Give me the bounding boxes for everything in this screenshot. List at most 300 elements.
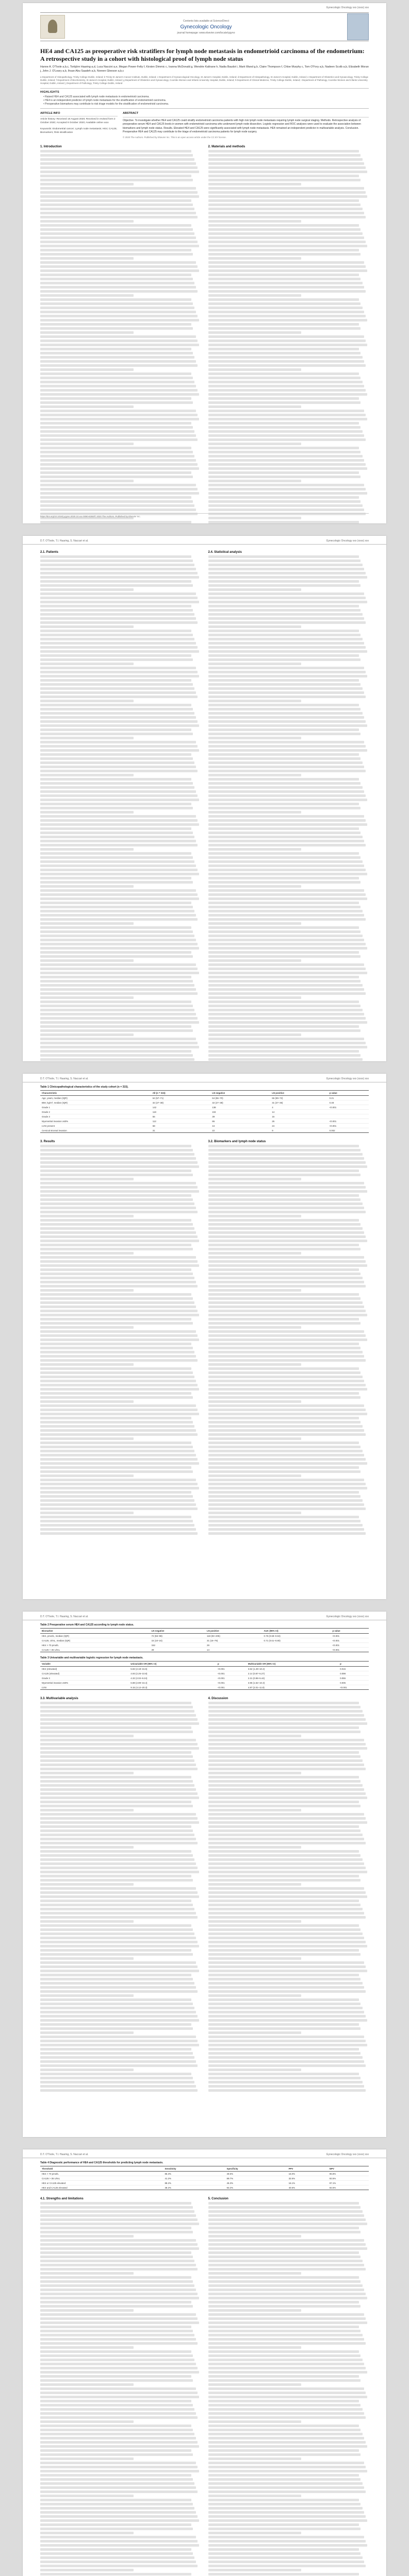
text-line <box>208 166 366 169</box>
text-line <box>40 2089 198 2092</box>
text-line <box>208 2060 364 2063</box>
text-line <box>208 443 302 445</box>
text-line <box>40 794 198 797</box>
text-line <box>208 2048 359 2050</box>
text-line <box>208 1755 361 1758</box>
text-line <box>208 459 364 462</box>
text-line <box>208 836 363 838</box>
text-line <box>40 245 199 247</box>
text-line <box>40 241 198 243</box>
text-line <box>40 811 134 814</box>
text-line <box>40 634 193 636</box>
text-line <box>40 224 191 227</box>
text-line <box>208 1780 361 1783</box>
text-line <box>40 154 193 157</box>
text-line <box>208 1343 359 1345</box>
text-line <box>208 992 366 995</box>
text-line <box>40 2515 198 2518</box>
text-line <box>40 1974 191 1976</box>
running-head <box>23 2149 386 2158</box>
text-line <box>40 1310 198 1312</box>
text-line <box>40 630 191 632</box>
text-line <box>40 1367 191 1370</box>
text-line <box>40 2313 196 2316</box>
text-line <box>208 307 363 309</box>
table-cell: 44 <box>210 1124 270 1128</box>
text-line <box>40 2441 198 2444</box>
text-line <box>40 1223 193 1226</box>
text-line <box>208 984 363 987</box>
text-line <box>208 1450 363 1452</box>
text-line <box>208 331 302 334</box>
text-line <box>208 766 364 768</box>
highlight-item: • Raised HE4 and CA125 associated with lymph node metastasis in endometrioid carcinoma. <box>43 95 150 99</box>
column-header: Multivariable OR (95% CI) <box>247 1662 338 1667</box>
text-line <box>208 2206 361 2209</box>
column-header: AUC (95% CI) <box>263 1629 331 1634</box>
text-line <box>40 323 191 326</box>
text-line <box>208 1433 366 1436</box>
text-line <box>40 1998 191 2001</box>
journal-url[interactable]: journal homepage: www.elsevier.com/locate/ygyno <box>177 31 235 35</box>
text-line <box>208 1751 359 1754</box>
text-line <box>208 1507 366 1510</box>
table-row <box>40 1110 369 1114</box>
text-line <box>208 1376 363 1378</box>
text-line <box>40 889 196 892</box>
text-line <box>40 422 191 425</box>
text-line <box>40 840 196 842</box>
text-line <box>208 1025 359 1028</box>
text-line <box>40 1285 198 1287</box>
table-cell: 0.055 <box>338 1676 369 1681</box>
author-list[interactable]: Hanne A. O'Toole a,b,c, Torbjörn Haaring a,d, Luca Naccini a,e, Megan Power-Felty f, Kirsten Dimmic c, Ivanna McDonald g, Wendrie Kaltrane h, Nadia Baudot i, Mark Wand g,h, Claire Thompson f, Chloe Murphy c, Tom O'Fory a,b, Nadeen Scolb a,b, Elizabeth Moran j, John J. O'Leary a,b, Ihsan Abu Saadeh a,b, Noreen Gleeson a,b,c <box>40 65 369 73</box>
text-line <box>40 179 193 181</box>
text-line <box>208 564 363 566</box>
text-line <box>40 1747 199 1750</box>
text-line <box>208 455 363 457</box>
text-line <box>40 1277 194 1279</box>
text-line <box>208 2556 363 2559</box>
text-line <box>40 1058 194 1061</box>
text-line <box>208 2064 366 2067</box>
text-line <box>40 389 198 392</box>
text-line <box>40 951 191 954</box>
text-line <box>208 794 366 797</box>
text-line <box>40 2478 193 2481</box>
text-line <box>40 1001 191 1003</box>
text-line <box>40 1017 198 1020</box>
text-line <box>40 2085 196 2088</box>
text-line <box>208 195 367 198</box>
text-line <box>40 1801 191 1803</box>
table-cell: 24 <box>270 1124 328 1128</box>
table-cell: 5.82 (2.18–15.5) <box>129 1667 216 1671</box>
text-line <box>40 269 199 272</box>
text-line <box>40 1425 194 1428</box>
text-line <box>208 1157 364 1160</box>
text-line <box>40 1338 199 1341</box>
text-line <box>40 588 134 591</box>
text-line <box>40 819 198 822</box>
text-line <box>40 2420 134 2423</box>
text-line <box>40 1413 199 1415</box>
table-3 <box>40 1661 369 1690</box>
text-line <box>40 914 196 917</box>
text-line <box>208 1363 302 1366</box>
table-cell: 0.005 <box>338 1681 369 1685</box>
text-line <box>40 1809 134 1811</box>
text-line <box>208 1726 359 1729</box>
column-header: Threshold <box>40 2166 163 2172</box>
text-line <box>208 745 366 748</box>
text-line <box>208 881 361 884</box>
text-line <box>208 935 363 937</box>
page-footer[interactable]: https://doi.org/10.1016/j.ygyno.2020.10.xxx 0090-8258/© 2020 The Authors. Published by Elsevier Inc. <box>40 513 369 518</box>
text-line <box>208 2433 363 2435</box>
text-line <box>40 1450 194 1452</box>
text-line <box>208 2223 367 2225</box>
table-cell: <0.001 <box>331 1634 369 1638</box>
text-line <box>208 2231 361 2233</box>
table-cell: 31 (27–36) <box>270 1100 328 1105</box>
text-line <box>208 2023 359 2026</box>
text-line <box>40 2031 134 2034</box>
text-line <box>208 1231 364 1234</box>
journal-name[interactable]: Gynecologic Oncology <box>180 24 232 30</box>
text-line <box>40 724 199 727</box>
text-line <box>40 426 193 429</box>
text-line <box>40 1215 134 1217</box>
abstract <box>123 112 369 139</box>
column-left <box>40 548 201 1061</box>
text-line <box>208 555 359 558</box>
text-line <box>208 832 361 834</box>
text-line <box>208 2495 302 2497</box>
table-cell: BMI, kg/m², median (IQR) <box>40 1100 151 1105</box>
text-line <box>40 1289 134 1292</box>
text-line <box>40 1503 196 1506</box>
table-cell: LVSI <box>40 1685 129 1690</box>
text-line <box>208 1054 361 1057</box>
table-row <box>40 1676 369 1681</box>
table-caption: Table 4 Diagnostic performance of HE4 and CA125 thresholds for predicting lymph node metastasis. <box>40 2161 163 2164</box>
text-line <box>208 179 361 181</box>
column-header: p <box>216 1662 247 1667</box>
text-line <box>208 580 359 583</box>
text-line <box>208 368 302 371</box>
text-line <box>208 613 363 616</box>
column-right <box>208 1137 369 1536</box>
text-line <box>208 2441 366 2444</box>
table-cell: Grade 3 <box>40 1676 129 1681</box>
table-cell: <0.001 <box>328 1119 369 1124</box>
text-line <box>40 621 198 624</box>
table-header-row <box>40 1091 369 1096</box>
text-line <box>40 1281 196 1283</box>
table-row <box>40 1681 369 1685</box>
text-line <box>208 1351 363 1353</box>
text-line <box>208 1058 363 1061</box>
text-line <box>40 2503 193 2505</box>
text-line <box>208 1813 364 1816</box>
text-line <box>208 2301 359 2303</box>
text-line <box>208 1190 367 1193</box>
table-cell: Myometrial invasion ≥50% <box>40 1119 151 1124</box>
text-line <box>40 560 193 562</box>
text-line <box>208 1842 366 1844</box>
text-line <box>208 897 367 900</box>
column-header: Biomarker <box>40 1629 150 1634</box>
text-line <box>208 504 363 507</box>
text-line <box>208 323 359 326</box>
text-line <box>208 1801 359 1803</box>
text-line <box>208 947 367 950</box>
text-line <box>208 220 302 223</box>
table-cell: 4.87 (2.01–11.8) <box>247 1685 338 1690</box>
text-line <box>40 1854 193 1857</box>
text-line <box>208 208 363 210</box>
text-line <box>208 1924 359 1927</box>
text-line <box>40 906 193 908</box>
text-line <box>208 2243 366 2246</box>
text-line <box>40 2256 193 2258</box>
text-line <box>40 162 196 165</box>
table-cell: 86 <box>210 1119 270 1124</box>
text-line <box>40 2387 196 2390</box>
text-line <box>40 2536 196 2538</box>
table-cell: CA125 (elevated) <box>40 1671 129 1676</box>
text-line <box>208 996 302 999</box>
text-line <box>208 1384 366 1386</box>
text-line <box>208 2326 359 2328</box>
text-line <box>40 381 194 383</box>
text-line <box>208 704 359 706</box>
text-line <box>208 1207 364 1209</box>
text-line <box>208 2247 367 2250</box>
text-line <box>208 2532 302 2534</box>
text-line <box>40 315 198 317</box>
text-line <box>208 2330 361 2332</box>
text-line <box>40 1149 193 1151</box>
table-cell: 29 <box>205 1643 263 1648</box>
text-line <box>40 679 191 682</box>
text-line <box>40 778 191 781</box>
text-line <box>40 1491 191 1494</box>
text-line <box>208 290 366 293</box>
table-cell: 138 <box>210 1105 270 1110</box>
text-line <box>208 976 359 978</box>
text-line <box>208 471 359 474</box>
text-line <box>40 2251 191 2254</box>
text-line <box>40 1248 193 1250</box>
text-line <box>40 1895 199 1898</box>
running-head-authors: D.T. O'Toole, T.I. Haaring, S. Naccari et al. <box>40 1077 89 1080</box>
text-line <box>40 2040 198 2042</box>
text-line <box>40 1388 199 1391</box>
text-line <box>40 2437 196 2439</box>
text-line <box>208 2573 359 2575</box>
text-line <box>208 1846 302 1849</box>
text-line <box>40 171 199 173</box>
text-line <box>208 819 366 822</box>
text-line <box>208 381 363 383</box>
table-cell: Grade 2 <box>40 1110 151 1114</box>
text-line <box>40 2466 198 2468</box>
text-line <box>208 1825 359 1828</box>
text-line <box>208 1437 302 1440</box>
text-line <box>40 319 199 321</box>
text-line <box>40 492 199 495</box>
text-line <box>40 856 193 859</box>
text-line <box>40 2523 191 2526</box>
text-line <box>40 2363 196 2365</box>
text-line <box>40 1805 193 1807</box>
text-line <box>40 2247 199 2250</box>
table-cell <box>263 1648 331 1652</box>
table-2 <box>40 1628 369 1652</box>
text-line <box>40 2429 193 2431</box>
text-line <box>40 1792 198 1795</box>
text-line <box>40 2011 196 2013</box>
text-line <box>208 1491 359 1494</box>
text-line <box>40 1417 191 1419</box>
text-line <box>208 1293 359 1296</box>
section-heading: 1. Introduction <box>40 145 62 149</box>
text-line <box>208 885 302 888</box>
text-line <box>40 2007 194 2009</box>
text-line <box>208 2085 364 2088</box>
text-line <box>208 2396 367 2398</box>
text-line <box>208 2569 302 2571</box>
text-line <box>208 572 366 574</box>
text-line <box>40 790 196 793</box>
text-line <box>40 2458 134 2460</box>
text-line <box>40 1784 194 1787</box>
text-line <box>208 418 367 420</box>
text-line <box>208 199 359 202</box>
text-line <box>40 803 191 805</box>
text-line <box>40 774 134 776</box>
text-line <box>40 2375 191 2378</box>
text-line <box>40 2289 196 2291</box>
table-cell: HE4, pmol/L, median (IQR) <box>40 1634 150 1638</box>
text-line <box>40 2573 191 2575</box>
text-line <box>208 187 364 190</box>
text-line <box>40 1256 196 1259</box>
text-line <box>40 1937 196 1939</box>
text-line <box>208 696 366 698</box>
text-line <box>208 2515 366 2518</box>
text-line <box>40 568 196 570</box>
table-cell: 0.48 <box>328 1100 369 1105</box>
text-line <box>208 2334 363 2336</box>
text-line <box>40 1301 194 1304</box>
text-line <box>208 340 366 342</box>
text-line <box>208 2268 366 2270</box>
text-line <box>208 1165 367 1168</box>
text-line <box>208 716 364 719</box>
table-cell: 85.3% <box>163 2172 225 2176</box>
table-cell: 32 (27–38) <box>151 1100 211 1105</box>
text-line <box>40 654 191 657</box>
text-line <box>208 2210 363 2213</box>
text-line <box>40 1038 196 1040</box>
section-heading: 3. Results <box>40 1140 55 1143</box>
text-line <box>40 208 194 210</box>
text-line <box>208 2519 367 2522</box>
text-line <box>40 848 134 851</box>
text-line <box>40 2077 193 2079</box>
table-cell: Grade 3 <box>40 1114 151 1119</box>
text-line <box>208 1887 364 1890</box>
text-line <box>40 2243 198 2246</box>
text-line <box>40 2019 199 2022</box>
text-line <box>40 158 194 161</box>
text-line <box>40 2073 191 2075</box>
text-line <box>40 2412 196 2415</box>
text-line <box>40 2223 199 2225</box>
text-line <box>208 480 302 482</box>
text-line <box>40 609 193 612</box>
column-header: Univariable OR (95% CI) <box>129 1662 216 1667</box>
text-line <box>40 372 191 375</box>
text-line <box>40 2346 134 2349</box>
running-head: Gynecologic Oncology xxx (xxxx) xxx <box>326 6 369 9</box>
text-line <box>208 638 363 640</box>
running-head-authors: D.T. O'Toole, T.I. Haaring, S. Naccari et al. <box>40 2153 89 2156</box>
section-heading: 5. Conclusion <box>208 2197 228 2200</box>
text-line <box>208 2499 359 2501</box>
text-line <box>208 2218 366 2221</box>
text-line <box>208 2420 302 2423</box>
text-line <box>40 1912 196 1914</box>
text-line <box>40 650 199 653</box>
table-cell: HE4 > 70 pmol/L <box>40 2172 163 2176</box>
text-line <box>40 195 199 198</box>
text-line <box>208 426 361 429</box>
text-line <box>208 1714 364 1717</box>
text-line <box>40 976 191 978</box>
text-line <box>208 158 363 161</box>
text-line <box>208 1867 366 1869</box>
text-line <box>208 1318 359 1320</box>
text-line <box>208 2297 367 2299</box>
text-line <box>208 852 359 855</box>
text-line <box>208 1367 359 1370</box>
column-header: Sensitivity <box>163 2166 225 2172</box>
text-line <box>208 2528 361 2530</box>
text-line <box>40 1202 194 1205</box>
text-line <box>208 782 361 785</box>
text-line <box>40 663 134 665</box>
table-cell: CA125 > 35 U/mL <box>40 1648 150 1652</box>
text-line <box>208 430 363 433</box>
text-line <box>40 430 194 433</box>
text-line <box>208 315 366 317</box>
table-cell: CA125, U/mL, median (IQR) <box>40 1638 150 1643</box>
running-head <box>23 536 386 545</box>
text-line <box>40 1475 134 1477</box>
text-line <box>40 955 193 958</box>
text-line <box>208 786 363 789</box>
text-line <box>208 930 361 933</box>
text-line <box>208 191 366 194</box>
text-line <box>40 1347 193 1349</box>
text-line <box>208 1260 366 1263</box>
text-line <box>40 2490 198 2493</box>
text-line <box>40 1359 198 1362</box>
